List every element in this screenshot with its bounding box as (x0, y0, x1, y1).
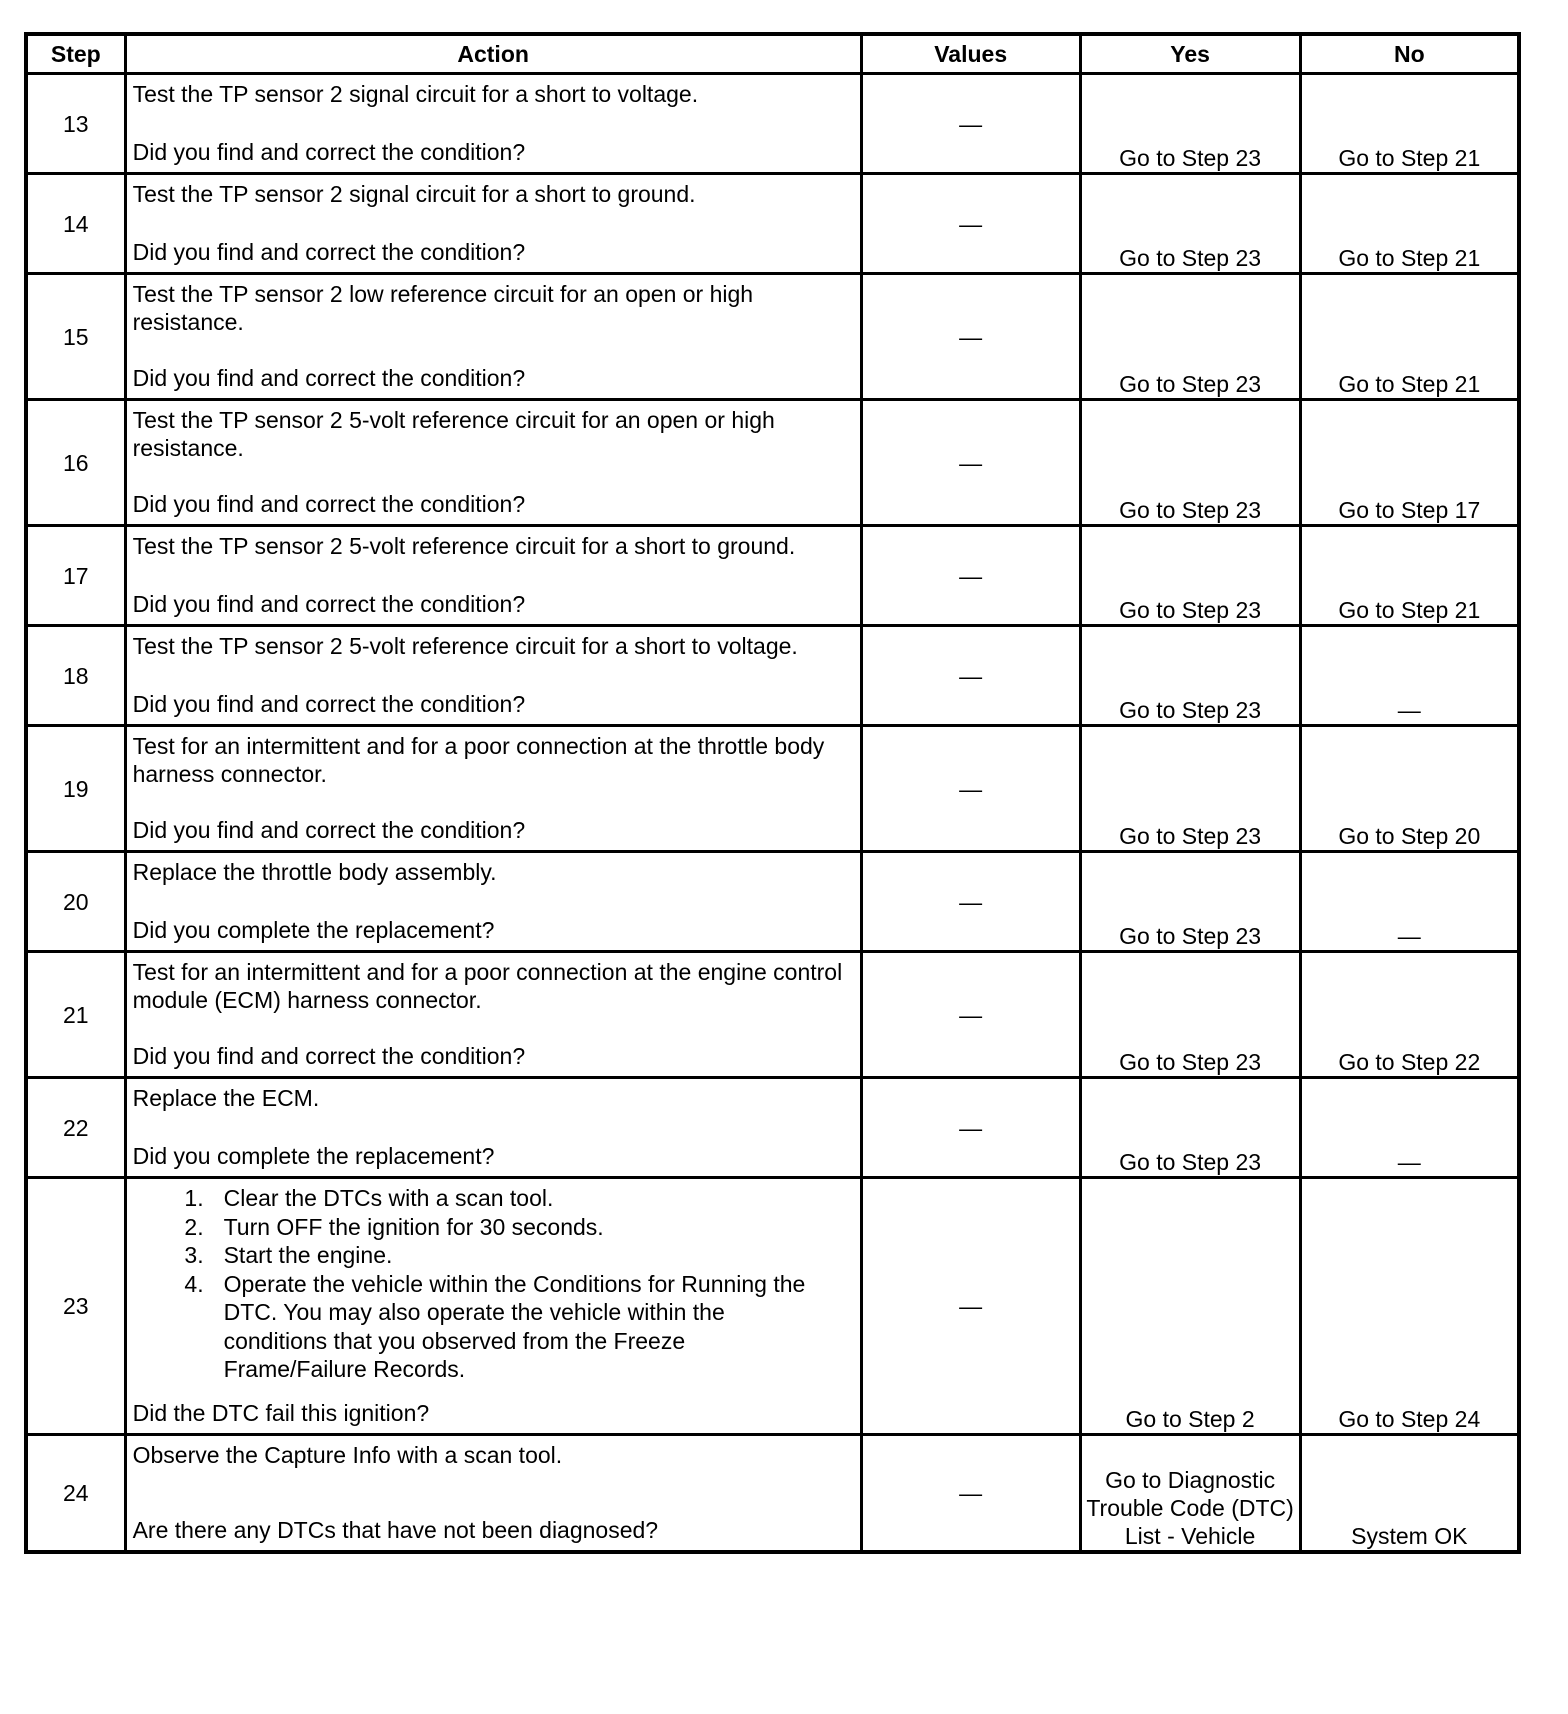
yes-cell: Go to Step 23 (1080, 952, 1300, 1078)
step-number: 14 (26, 174, 125, 274)
no-cell: Go to Step 21 (1300, 74, 1519, 174)
values-cell: — (861, 1435, 1080, 1553)
action-cell (125, 626, 861, 726)
substep-number: 1. (184, 1185, 204, 1211)
substep-item (133, 1270, 854, 1384)
action-cell (125, 952, 861, 1078)
values-cell: — (861, 726, 1080, 852)
step-number: 16 (26, 400, 125, 526)
action-text: Replace the throttle body assembly. (132, 859, 497, 885)
action-question: Did you find and correct the condition? (132, 139, 526, 165)
no-cell: Go to Step 24 (1300, 1178, 1519, 1435)
no-cell: — (1300, 1078, 1519, 1178)
action-text: Test the TP sensor 2 5-volt reference circuit for an open or high resistance. (132, 407, 775, 461)
step-number: 17 (26, 526, 125, 626)
table-row (26, 952, 1519, 1078)
header-yes: Yes (1080, 34, 1300, 74)
substep-number: 2. (184, 1213, 204, 1240)
substep-text: Operate the vehicle within the Conditions for Running the DTC. You may also operate the vehicle within the conditions that you observed from the Freeze Frame/Failure Records. (223, 1270, 806, 1382)
table-body (26, 74, 1519, 1553)
yes-cell: Go to Step 2 (1080, 1178, 1300, 1435)
action-question: Did you find and correct the condition? (132, 239, 526, 265)
yes-cell: Go to Step 23 (1080, 726, 1300, 852)
no-cell: — (1300, 626, 1519, 726)
action-cell (125, 274, 861, 400)
values-cell: — (861, 1078, 1080, 1178)
action-text: Test for an intermittent and for a poor connection at the engine control module (ECM) harness connector. (132, 959, 843, 1013)
yes-cell: Go to Step 23 (1080, 1078, 1300, 1178)
no-cell: System OK (1300, 1435, 1519, 1553)
action-cell (125, 726, 861, 852)
yes-cell: Go to Step 23 (1080, 174, 1300, 274)
values-cell: — (861, 626, 1080, 726)
table-row (26, 726, 1519, 852)
no-cell: Go to Step 21 (1300, 174, 1519, 274)
substep-number: 3. (184, 1242, 204, 1268)
substep-text: Clear the DTCs with a scan tool. (223, 1185, 554, 1211)
step-number: 18 (26, 626, 125, 726)
step-number: 20 (26, 852, 125, 952)
header-row (26, 34, 1519, 74)
substep-text: Start the engine. (223, 1242, 393, 1268)
table-row (26, 74, 1519, 174)
values-cell: — (861, 74, 1080, 174)
values-cell: — (861, 174, 1080, 274)
action-question: Did you find and correct the condition? (132, 365, 526, 391)
action-text: Test for an intermittent and for a poor connection at the throttle body harness connector. (132, 733, 825, 787)
values-cell: — (861, 274, 1080, 400)
yes-cell: Go to Step 23 (1080, 400, 1300, 526)
action-cell (125, 1178, 861, 1435)
yes-cell: Go to Step 23 (1080, 74, 1300, 174)
action-text: Test the TP sensor 2 5-volt reference circuit for a short to voltage. (132, 633, 798, 659)
step-number: 15 (26, 274, 125, 400)
action-question: Did you complete the replacement? (132, 917, 495, 943)
values-cell: — (861, 526, 1080, 626)
step-number: 22 (26, 1078, 125, 1178)
substep-item (133, 1184, 854, 1213)
step-number: 19 (26, 726, 125, 852)
header-no: No (1300, 34, 1519, 74)
yes-cell: Go to Diagnostic Trouble Code (DTC) List - Vehicle (1080, 1435, 1300, 1553)
no-cell: Go to Step 22 (1300, 952, 1519, 1078)
action-text: Observe the Capture Info with a scan tool. (132, 1442, 563, 1468)
header-action: Action (125, 34, 861, 74)
no-cell: Go to Step 20 (1300, 726, 1519, 852)
no-cell: Go to Step 17 (1300, 400, 1519, 526)
action-question: Did you find and correct the condition? (132, 1043, 526, 1069)
values-cell: — (861, 400, 1080, 526)
table-row (26, 1178, 1519, 1435)
step-number: 13 (26, 74, 125, 174)
action-question: Did you find and correct the condition? (132, 591, 526, 617)
yes-cell: Go to Step 23 (1080, 626, 1300, 726)
action-text: Test the TP sensor 2 low reference circuit for an open or high resistance. (132, 281, 754, 335)
action-cell (125, 526, 861, 626)
step-number: 21 (26, 952, 125, 1078)
substep-text: Turn OFF the ignition for 30 seconds. (223, 1213, 604, 1240)
table-row (26, 526, 1519, 626)
action-question: Are there any DTCs that have not been diagnosed? (132, 1517, 659, 1543)
table-row (26, 852, 1519, 952)
yes-cell: Go to Step 23 (1080, 526, 1300, 626)
action-question: Did you complete the replacement? (132, 1143, 495, 1169)
diagnostic-table (24, 32, 1521, 1554)
substep-list (133, 1184, 854, 1384)
action-text: Replace the ECM. (132, 1085, 320, 1111)
action-text: Test the TP sensor 2 signal circuit for a short to ground. (132, 181, 696, 207)
substep-item (133, 1241, 854, 1270)
action-cell (125, 400, 861, 526)
values-cell: — (861, 1178, 1080, 1435)
action-question: Did you find and correct the condition? (132, 491, 526, 517)
yes-cell: Go to Step 23 (1080, 852, 1300, 952)
yes-cell: Go to Step 23 (1080, 274, 1300, 400)
table-row (26, 400, 1519, 526)
action-cell (125, 174, 861, 274)
header-step: Step (26, 34, 125, 74)
values-cell: — (861, 952, 1080, 1078)
action-cell (125, 852, 861, 952)
no-cell: Go to Step 21 (1300, 274, 1519, 400)
step-number: 23 (26, 1178, 125, 1435)
action-cell (125, 74, 861, 174)
action-question: Did the DTC fail this ignition? (132, 1400, 430, 1426)
action-question: Did you find and correct the condition? (132, 817, 526, 843)
step-number: 24 (26, 1435, 125, 1553)
action-text: Test the TP sensor 2 signal circuit for a short to voltage. (132, 81, 699, 107)
action-cell (125, 1435, 861, 1553)
action-text: Test the TP sensor 2 5-volt reference circuit for a short to ground. (132, 533, 796, 559)
action-cell (125, 1078, 861, 1178)
table-row (26, 1435, 1519, 1553)
no-cell: — (1300, 852, 1519, 952)
table-row (26, 274, 1519, 400)
substep-number: 4. (184, 1270, 204, 1297)
table-row (26, 1078, 1519, 1178)
no-cell: Go to Step 21 (1300, 526, 1519, 626)
substep-item (133, 1213, 854, 1242)
action-question: Did you find and correct the condition? (132, 691, 526, 717)
header-values: Values (861, 34, 1080, 74)
table-row (26, 174, 1519, 274)
table-row (26, 626, 1519, 726)
values-cell: — (861, 852, 1080, 952)
